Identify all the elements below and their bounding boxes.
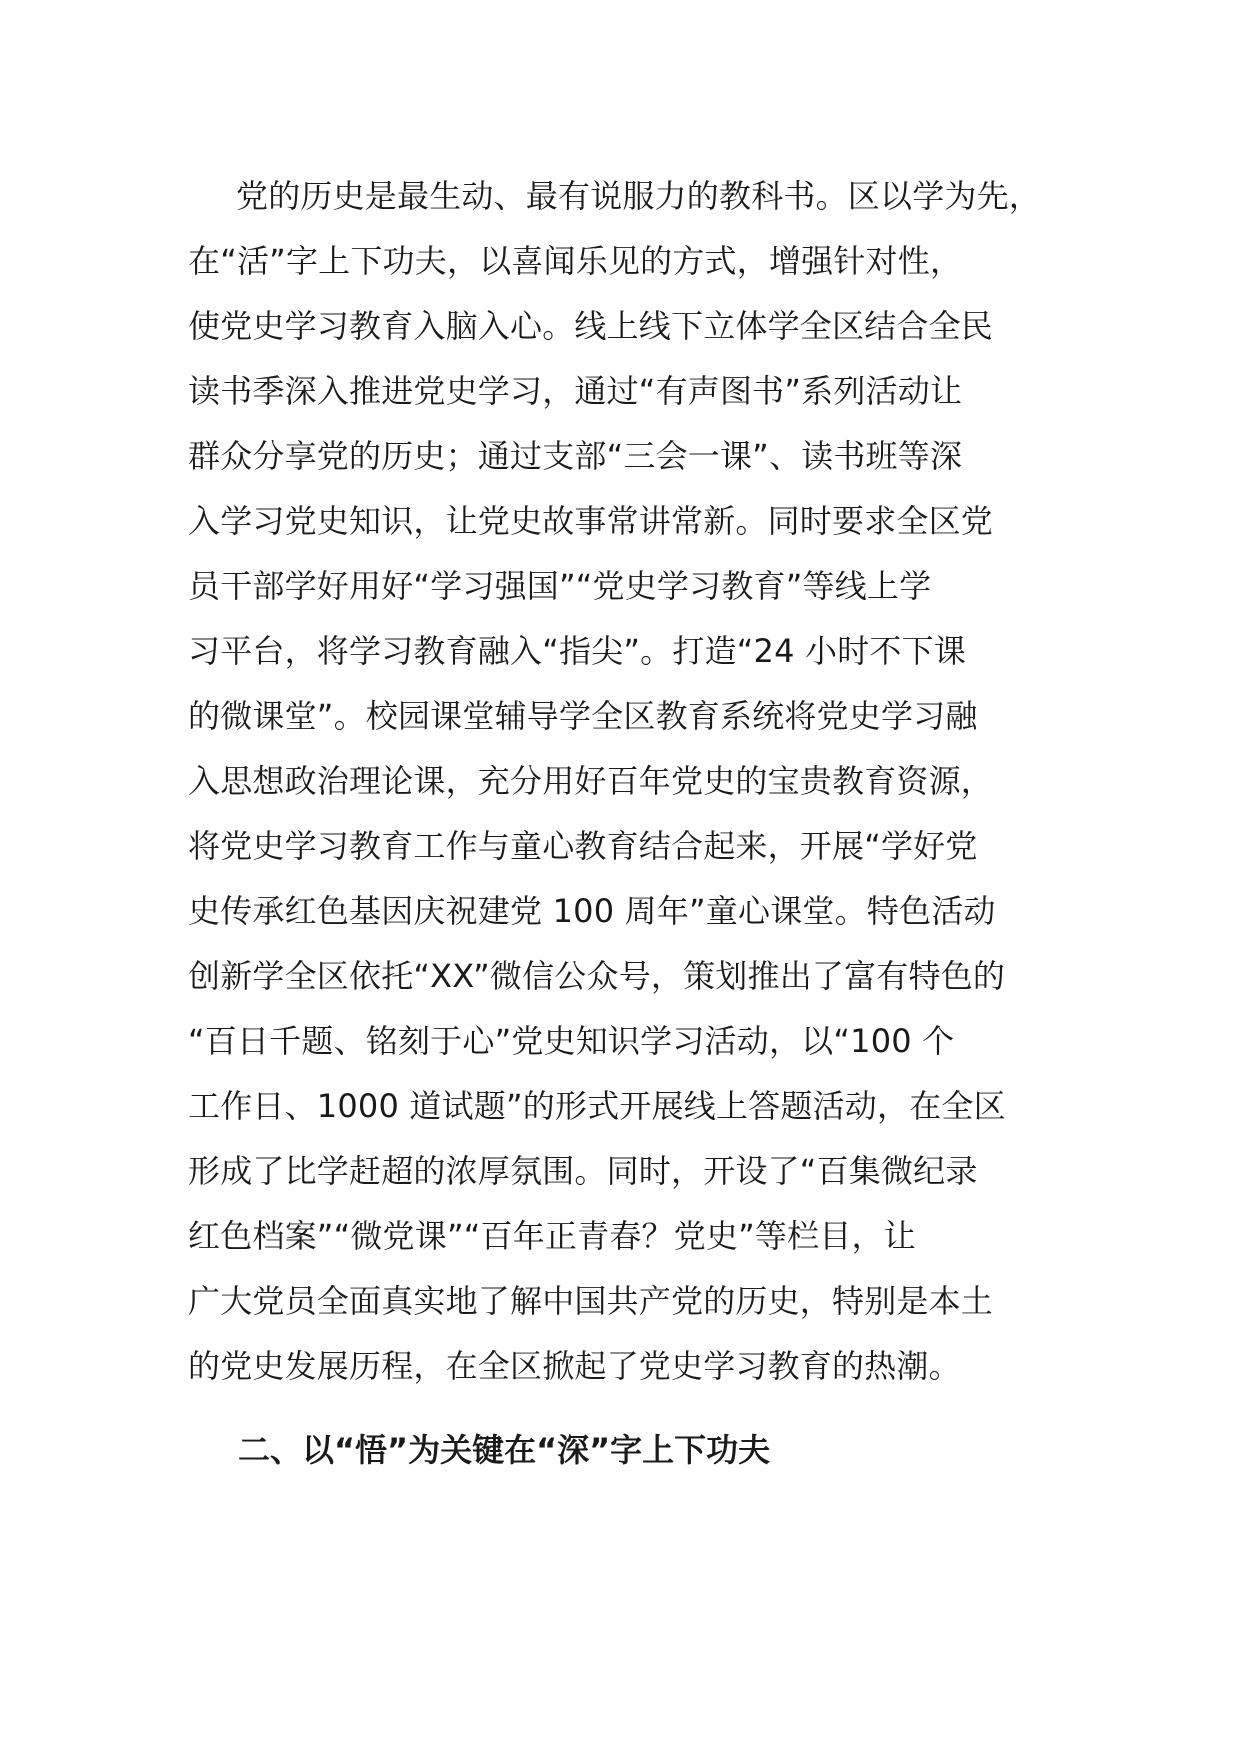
paragraph-line-15: 工作日、1000 道试题”的形式开展线上答题活动，在全区 [188, 1087, 1006, 1125]
paragraph-line-2: 在“活”字上下功夫，以喜闻乐见的方式，增强针对性， [188, 242, 963, 280]
paragraph-line-10: 入思想政治理论课，充分用好百年党史的宝贵教育资源， [188, 762, 994, 800]
paragraph-line-13: 创新学全区依托“XX”微信公众号，策划推出了富有特色的 [188, 957, 1006, 995]
paragraph-line-14: “百日千题、铭刻于心”党史知识学习活动，以“100 个 [188, 1022, 955, 1060]
paragraph-line-9: 的微课堂”。校园课堂辅导学全区教育系统将党史学习融 [188, 697, 978, 735]
paragraph-line-18: 广大党员全面真实地了解中国共产党的历史，特别是本土 [188, 1282, 994, 1320]
paragraph-line-19: 的党史发展历程，在全区掀起了党史学习教育的热潮。 [188, 1347, 961, 1385]
body-paragraph [188, 164, 1068, 1399]
paragraph-line-4: 读书季深入推进党史学习，通过“有声图书”系列活动让 [188, 372, 963, 410]
paragraph-line-8: 习平台，将学习教育融入“指尖”。打造“24 小时不下课 [188, 632, 967, 670]
paragraph-line-12: 史传承红色基因庆祝建党 100 周年”童心课堂。特色活动 [188, 892, 996, 930]
paragraph-line-5: 群众分享党的历史；通过支部“三会一课”、读书班等深 [188, 437, 963, 475]
paragraph-line-7: 员干部学好用好“学习强国”“党史学习教育”等线上学 [188, 567, 932, 605]
paragraph-line-3: 使党史学习教育入脑入心。线上线下立体学全区结合全民 [188, 307, 994, 345]
section-heading: 二、以“悟”为关键在“深”字上下功夫 [238, 1431, 771, 1469]
paragraph-line-17: 红色档案”“微党课”“百年正青春？党史”等栏目，让 [188, 1217, 916, 1255]
paragraph-line-11: 将党史学习教育工作与童心教育结合起来，开展“学好党 [188, 827, 978, 865]
paragraph-line-16: 形成了比学赶超的浓厚氛围。同时，开设了“百集微纪录 [188, 1152, 978, 1190]
paragraph-line-1: 党的历史是最生动、最有说服力的教科书。区以学为先， [236, 177, 1042, 215]
paragraph-line-6: 入学习党史知识，让党史故事常讲常新。同时要求全区党 [188, 502, 994, 540]
